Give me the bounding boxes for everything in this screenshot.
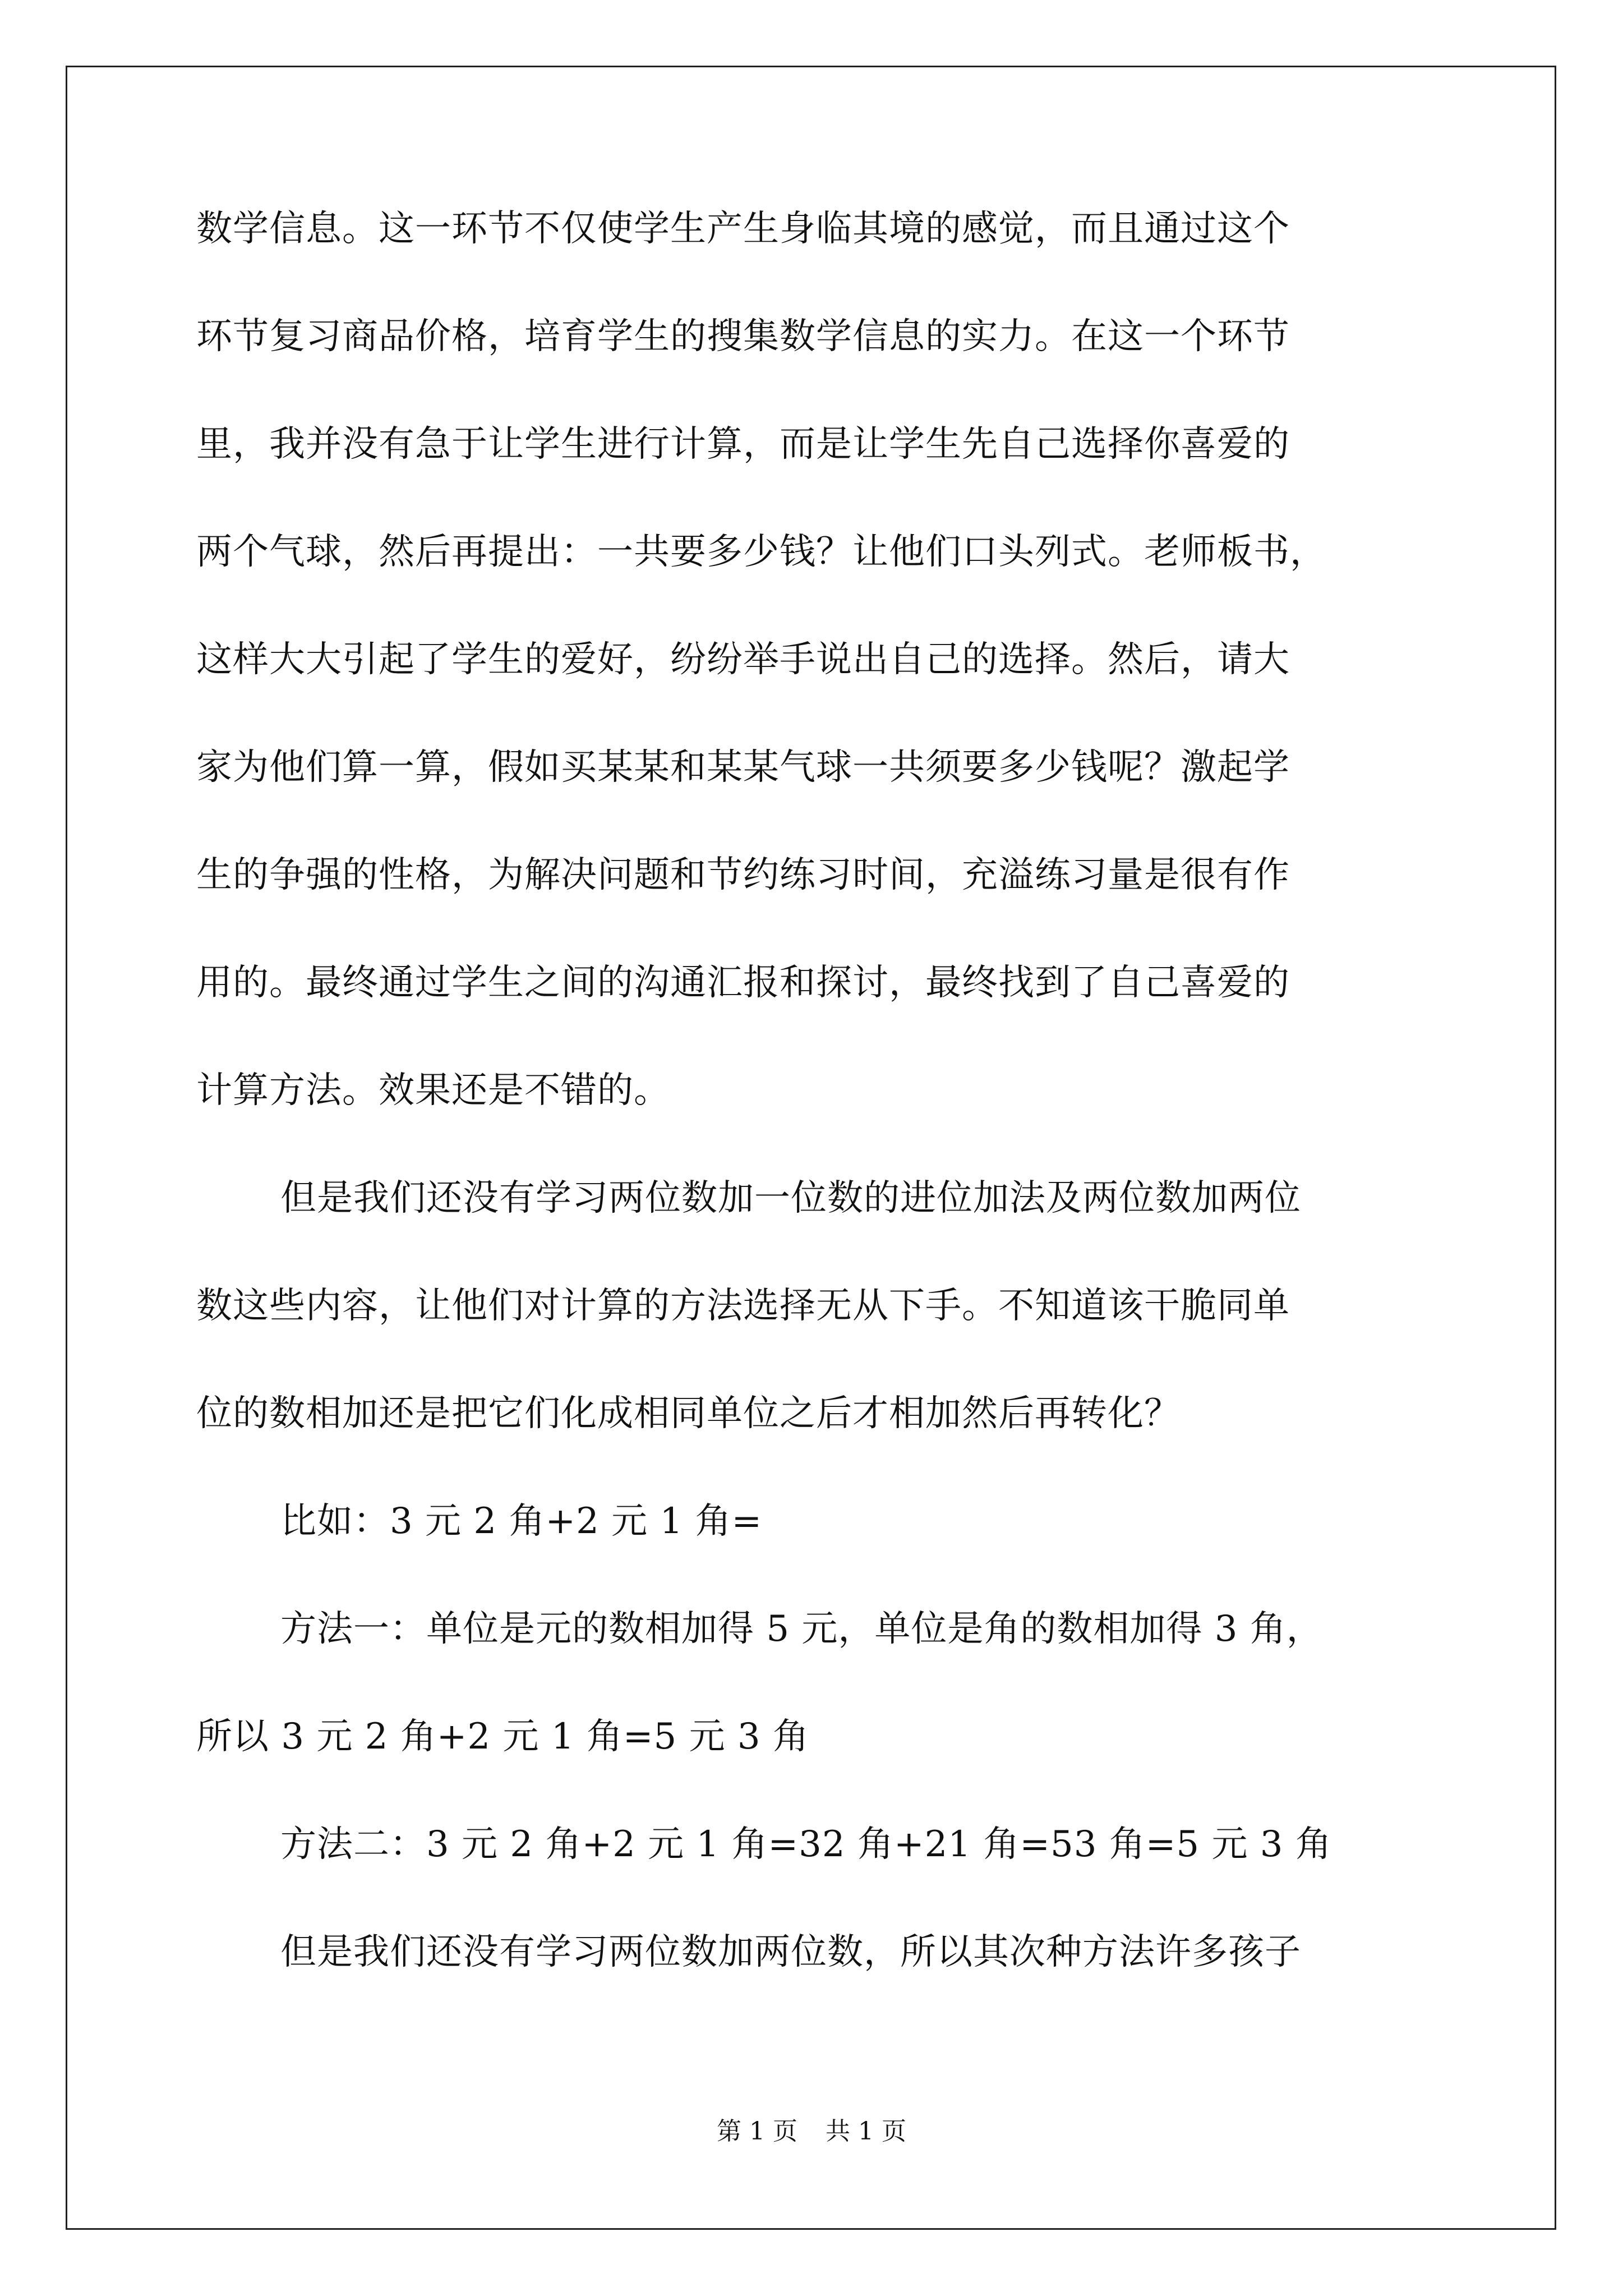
text-line: 位的数相加还是把它们化成相同单位之后才相加然后再转化？ bbox=[196, 1393, 1181, 1434]
paragraph-start-line: 但是我们还没有学习两位数加一位数的进位加法及两位数加两位 bbox=[280, 1177, 1301, 1219]
page-total: 共 1 页 bbox=[826, 2117, 906, 2146]
text-line: 用的。最终通过学生之间的沟通汇报和探讨，最终找到了自己喜爱的 bbox=[196, 962, 1290, 1004]
text-line: 环节复习商品价格，培育学生的搜集数学信息的实力。在这一个环节 bbox=[196, 316, 1290, 357]
page-footer bbox=[0, 2115, 1623, 2148]
page-number: 第 1 页 bbox=[717, 2117, 797, 2146]
method-one-result-line: 所以 3 元 2 角+2 元 1 角=5 元 3 角 bbox=[196, 1716, 809, 1757]
text-line: 里，我并没有急于让学生进行计算，而是让学生先自己选择你喜爱的 bbox=[196, 424, 1290, 465]
text-line: 生的争强的性格，为解决问题和节约练习时间，充溢练习量是很有作 bbox=[196, 854, 1290, 896]
method-two-line: 方法二：3 元 2 角+2 元 1 角=32 角+21 角=53 角=5 元 3 角 bbox=[280, 1824, 1332, 1865]
text-line: 两个气球，然后再提出：一共要多少钱？让他们口头列式。老师板书， bbox=[196, 531, 1326, 573]
text-line: 这样大大引起了学生的爱好，纷纷举手说出自己的选择。然后，请大 bbox=[196, 639, 1290, 680]
text-line: 计算方法。效果还是不错的。 bbox=[196, 1070, 670, 1111]
text-line: 家为他们算一算，假如买某某和某某气球一共须要多少钱呢？激起学 bbox=[196, 747, 1290, 788]
text-line: 数这些内容，让他们对计算的方法选择无从下手。不知道该干脆同单 bbox=[196, 1285, 1290, 1327]
method-one-line: 方法一：单位是元的数相加得 5 元，单位是角的数相加得 3 角， bbox=[280, 1608, 1323, 1650]
example-line: 比如：3 元 2 角+2 元 1 角= bbox=[280, 1501, 763, 1542]
text-line: 数学信息。这一环节不仅使学生产生身临其境的感觉，而且通过这个 bbox=[196, 208, 1290, 250]
paragraph-start-line: 但是我们还没有学习两位数加两位数，所以其次种方法许多孩子 bbox=[280, 1931, 1301, 1973]
document-body bbox=[196, 202, 1430, 2033]
